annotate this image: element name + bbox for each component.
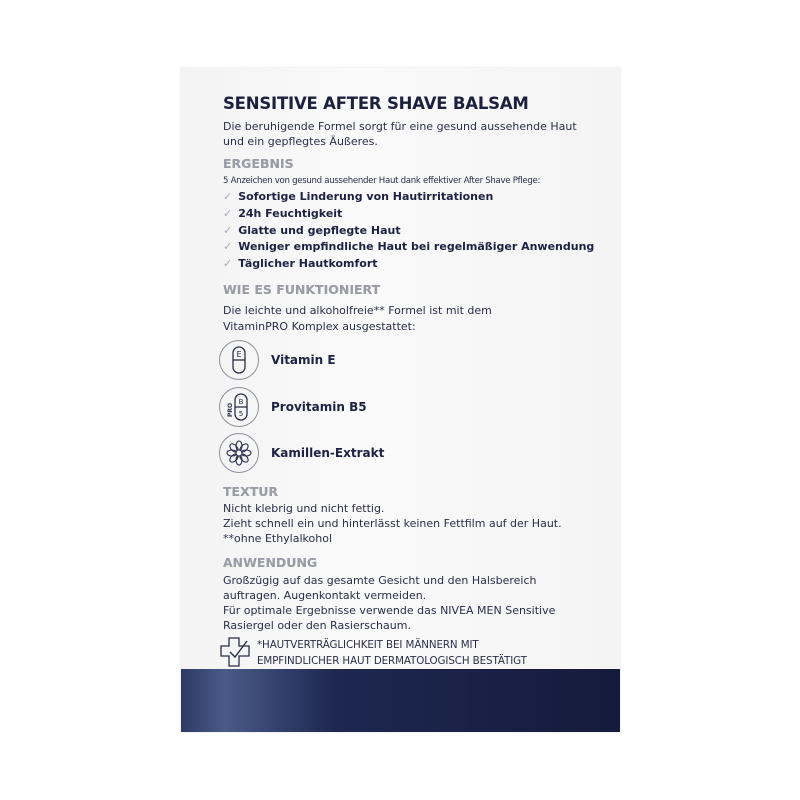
chamomile-flower-icon (219, 433, 259, 473)
heading-funktion: WIE ES FUNKTIONIERT (223, 282, 381, 297)
check-icon: ✓ (223, 240, 233, 253)
anwendung-line: Rasiergel oder den Rasierschaum. (223, 619, 411, 632)
check-icon: ✓ (223, 224, 233, 237)
check-icon: ✓ (223, 257, 233, 270)
navy-color-band (181, 669, 620, 732)
intro-line: Die beruhigende Formel sorgt für eine gesund aussehende Haut (223, 120, 577, 133)
benefit-item: ✓ Täglicher Hautkomfort (223, 257, 378, 270)
heading-anwendung: ANWENDUNG (223, 555, 318, 570)
textur-line: **ohne Ethylalkohol (223, 532, 333, 545)
benefit-item: ✓ Sofortige Linderung von Hautirritationen (223, 190, 494, 203)
ingredient-vitamin-e: E Vitamin E (219, 340, 336, 380)
heading-textur: TEXTUR (223, 484, 279, 499)
svg-text:5: 5 (238, 410, 244, 418)
anwendung-line: auftragen. Augenkontakt vermeiden. (223, 589, 427, 602)
pro-b5-capsule-icon (219, 387, 259, 427)
svg-text:E: E (236, 350, 242, 359)
benefit-item: ✓ Weniger empfindliche Haut bei regelmäßiger Anwendung (223, 240, 595, 253)
footnote-line: EMPFINDLICHER HAUT DERMATOLOGISCH BESTÄTIGT (257, 655, 527, 667)
svg-text:PRO: PRO (227, 402, 234, 417)
anwendung-line: Großzügig auf das gesamte Gesicht und den Halsbereich (223, 574, 537, 587)
benefit-item: ✓ 24h Feuchtigkeit (223, 207, 343, 220)
product-box-back (181, 68, 620, 732)
svg-text:B: B (238, 398, 244, 406)
textur-line: Zieht schnell ein und hinterlässt keinen Fettfilm auf der Haut. (223, 517, 562, 530)
heading-ergebnis: ERGEBNIS (223, 156, 294, 171)
ingredient-provitamin-b5: PRO B 5 Provitamin B5 (219, 387, 367, 427)
footnote-line: *HAUTVERTRÄGLICHKEIT BEI MÄNNERN MIT (257, 639, 479, 651)
ingredient-kamillen-extrakt: Kamillen-Extrakt (219, 433, 384, 473)
anwendung-line: Für optimale Ergebnisse verwende das NIVEA MEN Sensitive (223, 604, 556, 617)
benefit-item: ✓ Glatte und gepflegte Haut (223, 224, 401, 237)
textur-line: Nicht klebrig und nicht fettig. (223, 502, 385, 515)
funktion-line: Die leichte und alkoholfreie** Formel ist mit dem (223, 304, 492, 317)
capsule-e-icon (219, 340, 259, 380)
funktion-line: VitaminPRO Komplex ausgestattet: (223, 320, 416, 333)
check-icon: ✓ (223, 207, 233, 220)
check-icon: ✓ (223, 190, 233, 203)
ergebnis-lead: 5 Anzeichen von gesund aussehender Haut dank effektiver After Shave Pflege: (223, 176, 541, 186)
dermatology-cross-check-icon (219, 636, 251, 672)
product-title: SENSITIVE AFTER SHAVE BALSAM (223, 94, 529, 113)
intro-line: und ein gepflegtes Äußeres. (223, 135, 378, 148)
